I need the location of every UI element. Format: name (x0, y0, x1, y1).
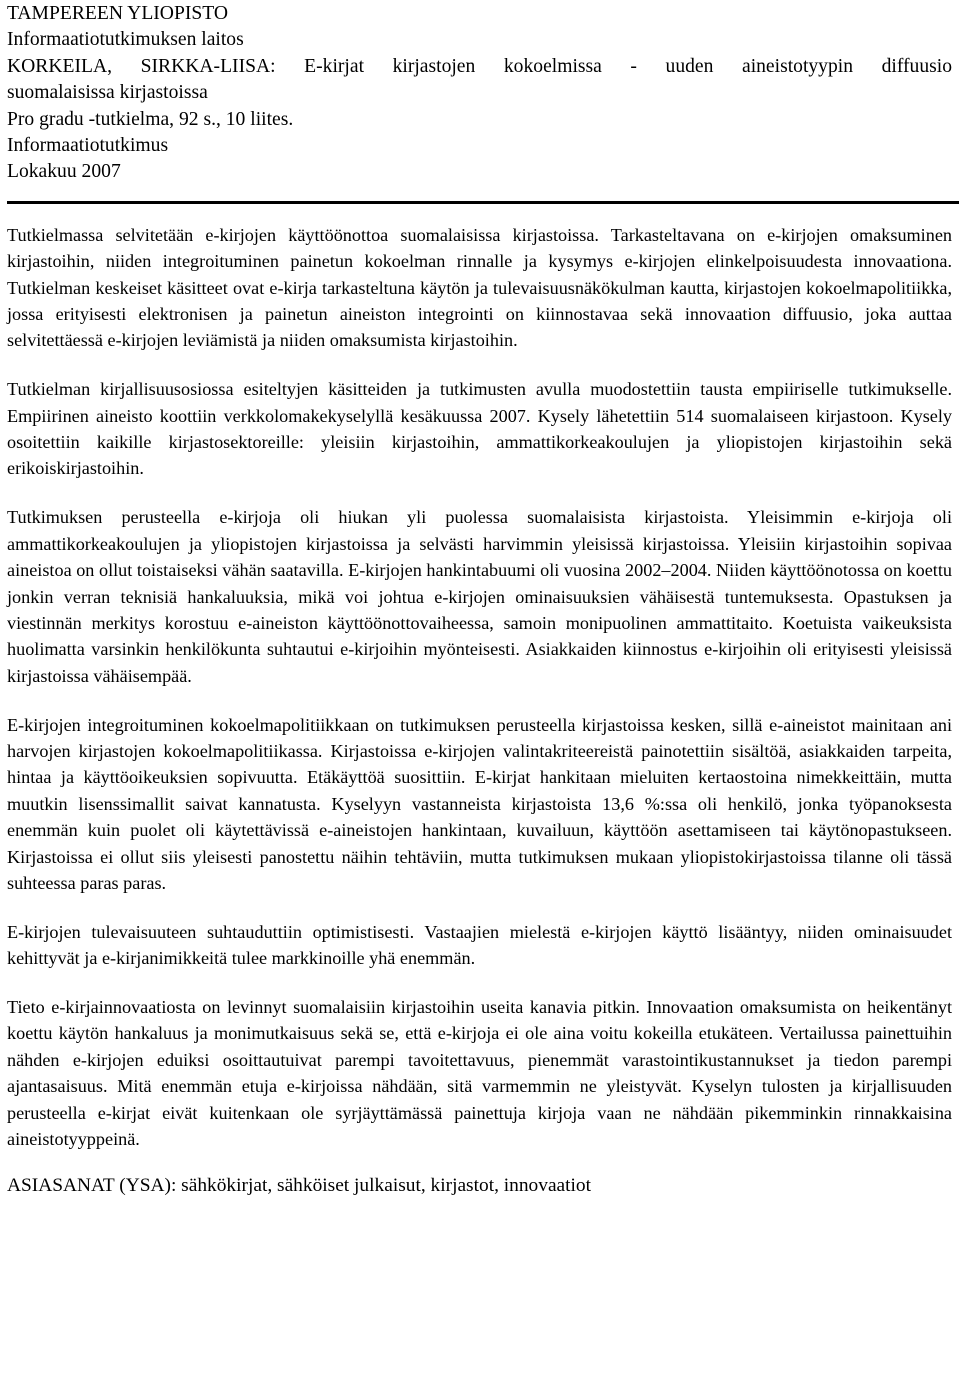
university-name: TAMPEREEN YLIOPISTO (7, 3, 229, 24)
abstract-paragraph: Tutkielmassa selvitetään e-kirjojen käyttöönottoa suomalaisissa kirjastoissa. Tarkasteltavana on e-kirjojen omaksuminen kirjastoihin, niiden integroituminen painetun kokoelman rinnalle ja kysymys e-kirjojen elinkelpoisuudesta innovaationa. Tutkielman keskeiset käsitteet ovat e-kirja tarkasteltuna käytön ja tulevaisuusnäkökulman kautta, kirjastojen kokoelmapolitiikka, jossa erityisesti elektronisen ja painetun aineiston integrointi on kiinnostavaa sekä innovaation diffuusio, joka auttaa selvitettäessä e-kirjojen leviämistä ja niiden omaksumista kirjastoihin. (7, 224, 952, 351)
abstract (7, 222, 952, 1153)
subject: Informaatiotutkimus (7, 135, 169, 157)
abstract-paragraph: E-kirjojen integroituminen kokoelmapolitiikkaan on tutkimuksen perusteella kirjastoissa kesken, sillä e-aineistot mainitaan ani harvojen kirjastojen kokoelmapolitiikassa. Kirjastoissa e-kirjojen valintakriteereistä painotettiin sisältöä, asiakkaiden tarpeita, hintaa ja käyttöoikeuksien sopivuutta. Etäkäyttöä suosittiin. E-kirjat hankitaan mieluiten kertaostoina nimekkeittäin, mutta muutkin lisenssimallit saivat kannatusta. Kyselyyn vastanneista kirjastoista 13,6 %:ssa oli henkilö, jonka työpanoksesta enemmän kuin puolet oli käytettävissä e-aineistojen hankintaan, kuvailuun, käyttöön asettamiseen tai käytönopastukseen. Kirjastoissa ei ollut siis yleisesti panostettu näihin tehtäviin, mutta tutkimuksen mukaan yliopistokirjastoissa tilanne oli tässä suhteessa paras paras. (7, 714, 952, 893)
abstract-paragraph: Tutkielman kirjallisuusosiossa esiteltyjen käsitteiden ja tutkimusten avulla muodostettiin tausta empiiriselle tutkimukselle. Empiirinen aineisto koottiin verkkolomakekyselyllä kesäkuussa 2007. Kysely lähetettiin 514 suomalaiseen kirjastoon. Kysely osoitettiin kaikille kirjastosektoreille: yleisiin kirjastoihin, ammattikorkeakoulujen ja yliopistojen kirjastoihin sekä erikoiskirjastoihin. (7, 379, 952, 479)
thesis-info: Pro gradu -tutkielma, 92 s., 10 liites. (7, 108, 294, 130)
keywords: ASIASANAT (YSA): sähkökirjat, sähköiset julkaisut, kirjastot, innovaatiot (7, 1174, 592, 1196)
header-divider (7, 201, 959, 204)
abstract-paragraph: Tieto e-kirjainnovaatiosta on levinnyt suomalaisiin kirjastoihin useita kanavia pitkin. Innovaation omaksumista on heikentänyt koettu käytön hankaluus ja monimutkaisuus sekä se, että e-kirjoja ei ole aina voitu kokeilla etukäteen. Vertailussa painettuihin nähden e-kirjojen eduiksi osoittautuivat parempi tavoitettavuus, pienemmät varastointikustannukset ja tiedon parempi ajantasaisuus. Mitä enemmän etuja e-kirjoissa nähdään, sitä varmemmin ne yleistyvät. Kyselyn tulosten ja kirjallisuuden perusteella e-kirjat eivät kuitenkaan ole syrjäyttämässä painettuja kirjoja vaan ne nähdään pikemminkin rinnakkaisina aineistotyyppeinä. (7, 996, 952, 1149)
abstract-paragraph: Tutkimuksen perusteella e-kirjoja oli hiukan yli puolessa suomalaisista kirjastoista. Yleisimmin e-kirjoja oli ammattikorkeakoulujen ja yliopistojen kirjastoissa ja selvästi harvimmin yleisissä kirjastoissa. Yleisiin kirjastoihin sopivaa aineistoa on ollut toistaiseksi vähän saatavilla. E-kirjojen hankintabuumi oli vuosina 2002–2004. Niiden käyttöönotossa on koettu jonkin verran teknisiä hankaluuksia, mikä voi johtua e-kirjojen ominaisuuksien vähäisestä tuntemuksesta. Opastuksen ja viestinnän merkitys korostuu e-aineiston käyttöönottovaiheessa, samoin monipuolinen ammattitaito. Koetuista vaikeuksista huolimatta varsinkin henkilökunta suhtautui e-kirjoihin myönteisesti. Asiakkaiden kiinnostus e-kirjoihin oli erityisesti yleisissä kirjastoissa vähäisempää. (7, 507, 952, 686)
thesis-title-line-1: KORKEILA, SIRKKA-LIISA: E-kirjat kirjastojen kokoelmissa - uuden aineistotyypin diffuusio (7, 55, 952, 77)
date: Lokakuu 2007 (7, 161, 121, 183)
department-name: Informaatiotutkimuksen laitos (7, 29, 244, 51)
thesis-header (7, 0, 952, 186)
abstract-paragraph: E-kirjojen tulevaisuuteen suhtauduttiin optimistisesti. Vastaajien mielestä e-kirjojen käyttö lisääntyy, niiden ominaisuudet kehittyvät ja e-kirjanimikkeitä tulee markkinoille yhä enemmän. (7, 921, 952, 969)
document-page (7, 0, 952, 1199)
thesis-title-line-2: suomalaisissa kirjastoissa (7, 82, 208, 104)
